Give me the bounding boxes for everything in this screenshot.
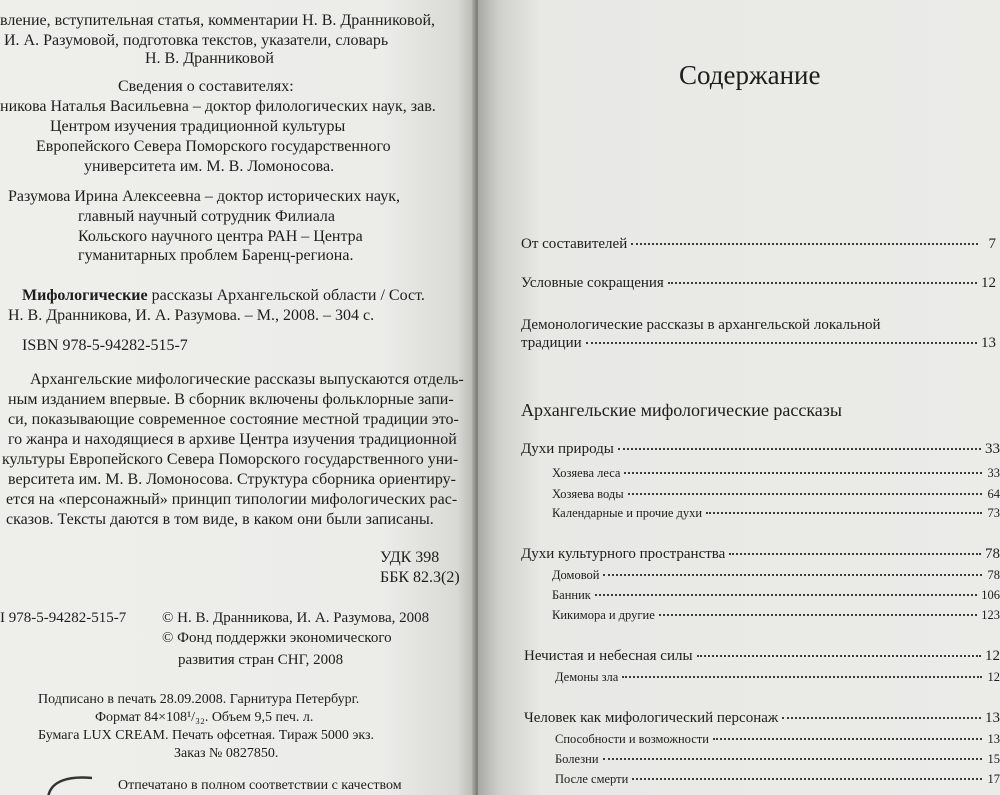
copyright-line-3: развития стран СНГ, 2008 — [178, 652, 344, 668]
abstract-line-8: сказов. Тексты даются в том виде, в каком они были записаны. — [6, 511, 434, 528]
leader-dots — [659, 614, 978, 616]
compiler1-line-2: Центром изучения традиционной культуры — [50, 118, 346, 135]
bibliographic-rest: рассказы Архангельской области / Сост. — [147, 287, 425, 304]
publisher-logo-icon — [40, 768, 100, 795]
toc-page-number: 78 — [985, 546, 1000, 562]
toc-page-number: 12 — [981, 275, 996, 291]
imprint-line-4: Заказ № 0827850. — [174, 746, 279, 761]
toc-entry-demonology[interactable] — [521, 335, 996, 352]
toc-entry-label: От составителей — [521, 236, 628, 252]
toc-group-nature-spirits[interactable] — [521, 441, 1000, 458]
toc-page-number: 7 — [988, 236, 996, 252]
abstract-line-3: си, показывающие современное состояние местной традиции это- — [8, 411, 459, 428]
toc-group-cultural-space-spirits[interactable] — [521, 546, 1000, 563]
leader-dots — [782, 717, 981, 719]
toc-subentry[interactable] — [555, 670, 1000, 685]
toc-subentry[interactable] — [555, 732, 1000, 747]
credits-line-1: вление, вступительная статья, комментарии Н. В. Дранниковой, — [0, 12, 436, 29]
toc-page-number: 33 — [987, 466, 1000, 480]
toc-subentry[interactable] — [552, 506, 1000, 521]
toc-subentry-label: Календарные и прочие духи — [552, 506, 703, 520]
compiler1-line-1: никова Наталья Васильевна – доктор филологических наук, зав. — [0, 98, 436, 115]
toc-group-label: Нечистая и небесная силы — [524, 648, 693, 664]
section-heading: Архангельские мифологические рассказы — [521, 400, 842, 420]
leader-dots — [624, 472, 982, 474]
left-page — [0, 0, 476, 795]
toc-subentry-label: Хозяева леса — [552, 466, 621, 480]
leader-dots — [632, 778, 982, 780]
leader-dots — [668, 282, 977, 284]
toc-group-human-as-mythological-character[interactable] — [524, 710, 1000, 727]
compiler2-line-1: Разумова Ирина Алексеевна – доктор исторических наук, — [8, 188, 400, 205]
bibliographic-title: Мифологические — [22, 287, 148, 304]
toc-page-number: 123 — [981, 608, 1000, 622]
toc-page-number: 13 — [987, 732, 1000, 746]
leader-dots — [603, 574, 982, 576]
compilers-heading: Сведения о составителях: — [118, 78, 294, 95]
toc-subentry[interactable] — [555, 772, 1000, 787]
toc-subentry[interactable] — [552, 487, 1000, 502]
leader-dots — [603, 758, 982, 760]
toc-group-label: Духи природы — [521, 441, 614, 457]
toc-page-number: 13 — [985, 710, 1000, 726]
toc-page-number: 106 — [981, 588, 1000, 602]
toc-subentry[interactable] — [552, 588, 1000, 603]
leader-dots — [622, 676, 982, 678]
compiler1-line-3: Европейского Севера Поморского государственного — [36, 138, 391, 155]
toc-subentry[interactable] — [552, 608, 1000, 623]
toc-page-number: 13 — [981, 335, 996, 351]
leader-dots — [628, 493, 982, 495]
bbk-code: ББК 82.3(2) — [380, 569, 460, 586]
toc-subentry[interactable] — [552, 466, 1000, 481]
toc-subentry-label: Домовой — [552, 568, 600, 582]
leader-dots — [713, 738, 982, 740]
toc-group-label: Человек как мифологический персонаж — [524, 710, 779, 726]
toc-page-number: 33 — [985, 441, 1000, 457]
copyright-line-1: © Н. В. Дранникова, И. А. Разумова, 2008 — [162, 610, 430, 626]
leader-dots — [586, 342, 977, 344]
abstract-line-4: го жанра и находящиеся в архиве Центра изучения традиционной — [8, 431, 457, 448]
leader-dots — [697, 655, 981, 657]
credits-line-2: И. А. Разумовой, подготовка текстов, указатели, словарь — [4, 32, 389, 49]
toc-page-number: 12 — [987, 670, 1000, 684]
toc-page-number: 73 — [987, 506, 1000, 520]
toc-subentry-label: Способности и возможности — [555, 732, 709, 746]
abstract-line-7: ется на «персонажный» принцип типологии мифологических рас- — [6, 491, 458, 508]
contents-title: Содержание — [679, 60, 821, 90]
toc-entry-demonology-line-1[interactable]: Демонологические рассказы в архангельской локальной — [521, 317, 881, 333]
leader-dots — [595, 594, 977, 596]
leader-dots — [631, 243, 978, 245]
credits-line-3: Н. В. Дранниковой — [145, 50, 274, 67]
toc-group-label: Духи культурного пространства — [521, 546, 726, 562]
toc-subentry[interactable] — [555, 752, 1000, 767]
toc-entry-abbreviations[interactable] — [521, 275, 996, 292]
toc-subentry-label: После смерти — [555, 772, 629, 786]
bibliographic-entry — [22, 287, 425, 305]
toc-page-number: 64 — [987, 487, 1000, 501]
toc-subentry-label: Хозяева воды — [552, 487, 624, 501]
toc-page-number: 78 — [987, 568, 1000, 582]
compiler2-line-3: Кольского научного центра РАН – Центра — [78, 228, 363, 245]
abstract-line-2: ным изданием впервые. В сборник включены фольклорные запи- — [8, 391, 454, 408]
toc-subentry-label: Банник — [552, 588, 591, 602]
isbn: ISBN 978-5-94282-515-7 — [22, 337, 188, 354]
leader-dots — [729, 553, 981, 555]
toc-page-number: 17 — [987, 772, 1000, 786]
bibliographic-line-2: Н. В. Дранникова, И. А. Разумова. – М., 2008. – 304 с. — [8, 307, 375, 324]
imprint-line-1: Подписано в печать 28.09.2008. Гарнитура Петербург. — [38, 692, 360, 707]
compiler2-line-4: гуманитарных проблем Баренц-региона. — [78, 247, 354, 264]
udk-code: УДК 398 — [380, 549, 440, 566]
leader-dots — [706, 512, 982, 514]
isbn-short: I 978-5-94282-515-7 — [0, 610, 127, 626]
compiler2-line-2: главный научный сотрудник Филиала — [78, 208, 336, 225]
toc-entry-label: Условные сокращения — [521, 275, 664, 291]
toc-group-unclean-and-heavenly-forces[interactable] — [524, 648, 1000, 665]
copyright-line-2: © Фонд поддержки экономического — [162, 630, 392, 646]
toc-subentry-label: Кикимора и другие — [552, 608, 655, 622]
toc-subentry[interactable] — [552, 568, 1000, 583]
toc-subentry-label: Болезни — [555, 752, 599, 766]
abstract-line-6: верситета им. М. В. Ломоносова. Структура сборника ориентиру- — [8, 471, 456, 488]
imprint-line-3: Бумага LUX CREAM. Печать офсетная. Тираж 5000 экз. — [38, 728, 375, 743]
imprint-line-2: Формат 84×108¹/₃₂. Объем 9,5 печ. л. — [95, 710, 314, 725]
toc-page-number: 15 — [987, 752, 1000, 766]
printed-note: Отпечатано в полном соответствии с качеством — [118, 778, 402, 793]
leader-dots — [618, 448, 981, 450]
compiler1-line-4: университета им. М. В. Ломоносова. — [84, 158, 335, 175]
abstract-line-1: Архангельские мифологические рассказы выпускаются отдель- — [30, 371, 464, 388]
toc-entry-label: традиции — [521, 335, 582, 351]
toc-entry-foreword[interactable] — [521, 236, 996, 253]
toc-subentry-label: Демоны зла — [555, 670, 619, 684]
abstract-line-5: культуры Европейского Севера Поморского государственного уни- — [2, 451, 459, 468]
toc-page-number: 12 — [985, 648, 1000, 664]
